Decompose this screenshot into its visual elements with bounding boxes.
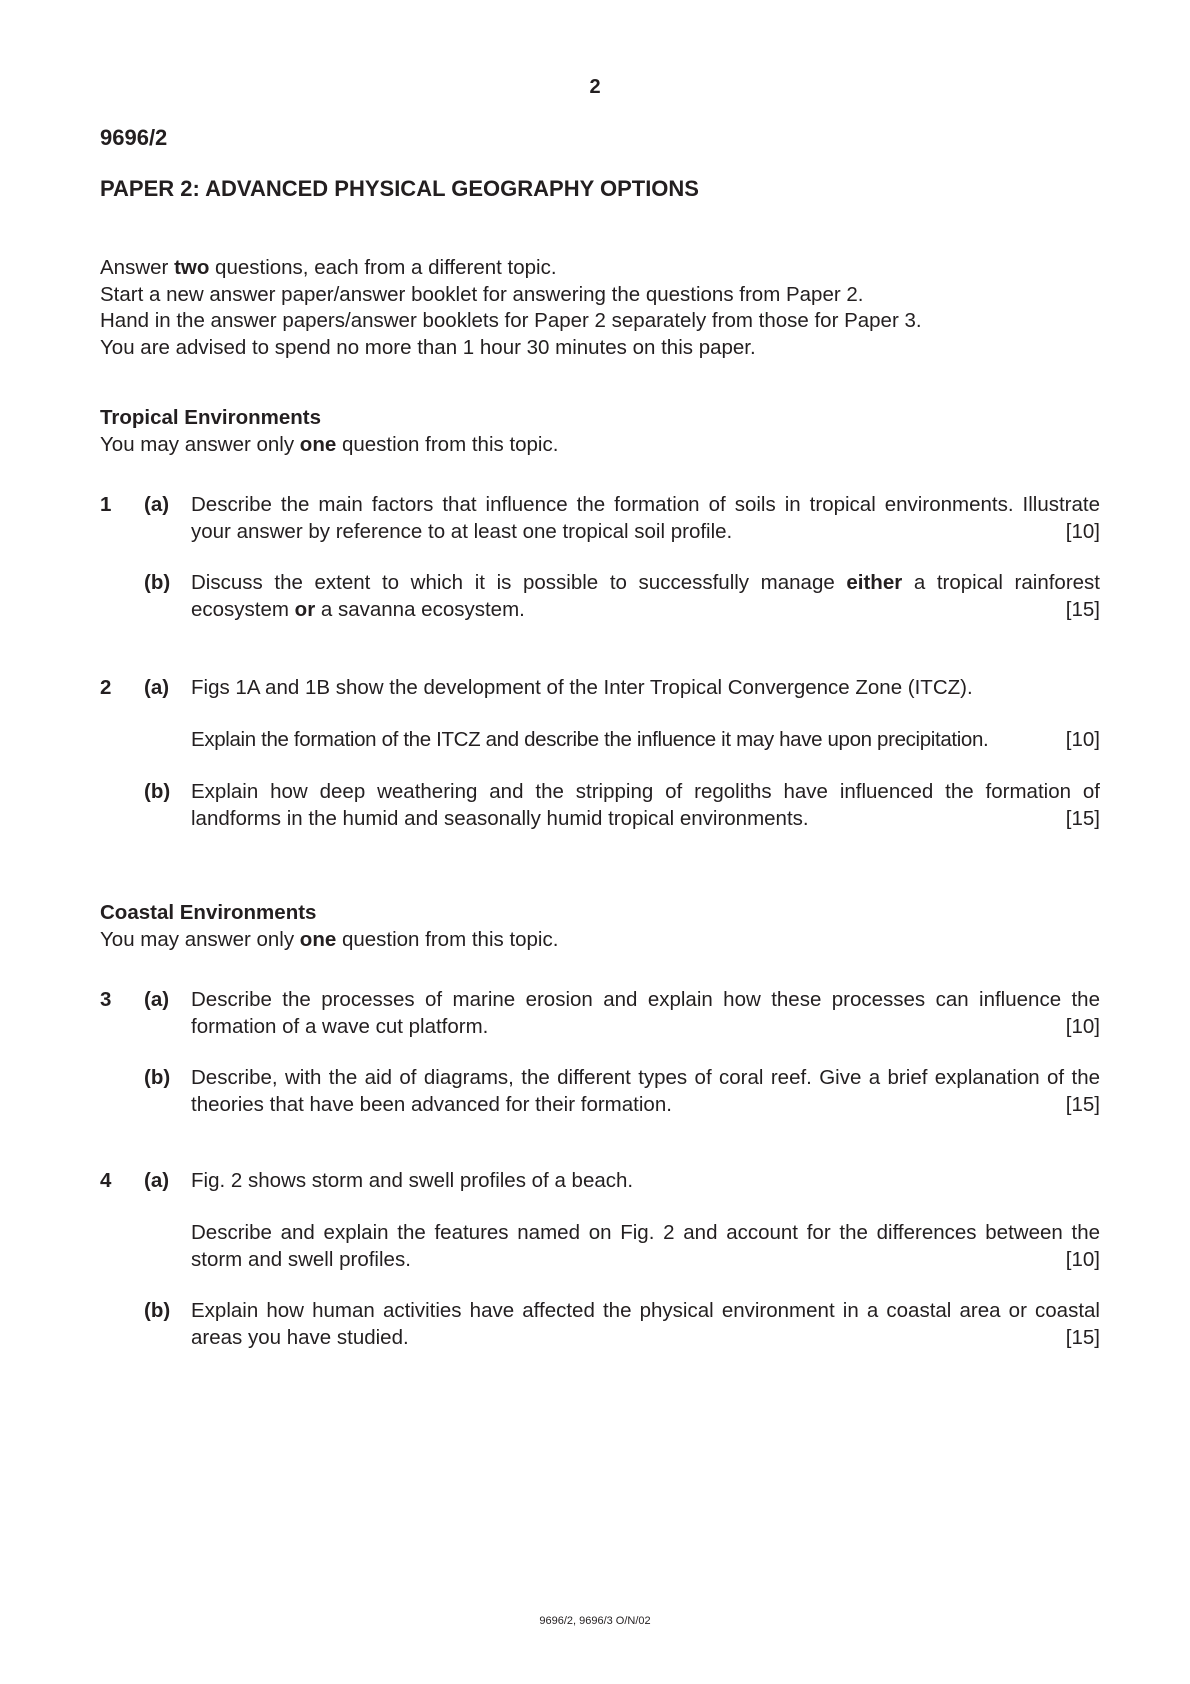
question-3b: [100, 1065, 1100, 1125]
part-label: (a): [144, 676, 170, 699]
question-body: Describe the main factors that influence the formation of soils in tropical environments. Illustrate your answer by reference to at least one tropical soil profile.: [191, 493, 1100, 543]
question-text: [191, 570, 1100, 623]
question-bold: or: [294, 597, 316, 621]
question-4a: [100, 1168, 1100, 1278]
section-title: Coastal Environments: [100, 901, 317, 924]
section-coastal: [100, 900, 1100, 953]
question-text: Figs 1A and 1B show the development of the Inter Tropical Convergence Zone (ITCZ).: [191, 676, 973, 699]
instruction-bold: two: [174, 256, 210, 279]
part-label: (b): [144, 780, 171, 803]
marks: [10]: [1065, 728, 1100, 751]
question-body: a savanna ecosystem.: [315, 597, 525, 621]
marks: [15]: [1065, 597, 1100, 621]
paper-code: 9696/2: [100, 125, 168, 150]
question-text: [191, 492, 1100, 545]
part-label: (a): [144, 1169, 170, 1192]
part-label: (b): [144, 1299, 171, 1322]
question-text: Explain the formation of the ITCZ and describe the influence it may have upon precipitation.: [191, 728, 989, 751]
question-text: Explain how human activities have affected the physical environment in a coastal area or coastal areas you have studied.: [191, 1299, 1100, 1349]
part-label: (a): [144, 988, 170, 1011]
note-bold: one: [299, 432, 337, 456]
note-text: You may answer only: [100, 927, 300, 951]
question-bold: either: [846, 571, 903, 594]
marks: [10]: [1065, 1014, 1100, 1038]
note-text: question from this topic.: [336, 927, 559, 951]
question-2a: [100, 675, 1100, 755]
question-3a: [100, 987, 1100, 1047]
footer-code: 9696/2, 9696/3 O/N/02: [539, 1615, 651, 1627]
instruction-line-4: You are advised to spend no more than 1 hour 30 minutes on this paper.: [100, 335, 756, 359]
question-4b: [100, 1298, 1100, 1358]
question-1a: [100, 492, 1100, 552]
marks: [10]: [1065, 519, 1100, 543]
question-text: Describe, with the aid of diagrams, the different types of coral reef. Give a brief explanation of the theories that have been advanced for their formation.: [191, 1066, 1100, 1116]
part-label: (b): [144, 1066, 171, 1089]
question-number: 1: [100, 493, 112, 516]
marks: [15]: [1065, 1092, 1100, 1116]
question-text: Explain how deep weathering and the stripping of regoliths have influenced the formation of landforms in the humid and seasonally humid tropical environments.: [191, 780, 1100, 830]
note-bold: one: [299, 927, 337, 951]
section-note: [100, 432, 1100, 459]
page-number: 2: [589, 76, 601, 98]
question-text: Describe and explain the features named on Fig. 2 and account for the differences between the storm and swell profiles.: [191, 1221, 1100, 1271]
instruction-line-2: Start a new answer paper/answer booklet for answering the questions from Paper 2.: [100, 282, 864, 306]
question-text: Fig. 2 shows storm and swell profiles of a beach.: [191, 1169, 634, 1192]
note-text: question from this topic.: [336, 432, 559, 456]
question-2b: [100, 779, 1100, 839]
note-text: You may answer only: [100, 432, 300, 456]
question-number: 2: [100, 676, 112, 699]
instruction-text: questions, each from a different topic.: [209, 256, 557, 279]
question-number: 3: [100, 988, 112, 1011]
instructions: [100, 255, 1100, 361]
part-label: (b): [144, 571, 171, 594]
section-title: Tropical Environments: [100, 406, 321, 429]
question-body: Discuss the extent to which it is possible to successfully manage: [191, 571, 847, 594]
question-number: 4: [100, 1169, 112, 1192]
question-body: a tropical rainforest ecosystem: [191, 571, 1100, 621]
section-tropical: [100, 405, 1100, 458]
marks: [15]: [1065, 806, 1100, 830]
instruction-line-3: Hand in the answer papers/answer booklets for Paper 2 separately from those for Paper 3.: [100, 309, 922, 332]
part-label: (a): [144, 493, 170, 516]
question-text: Describe the processes of marine erosion and explain how these processes can influence the formation of a wave cut platform.: [191, 988, 1100, 1038]
question-1b: [100, 570, 1100, 630]
instruction-line-1: [100, 255, 1100, 282]
marks: [10]: [1065, 1247, 1100, 1271]
paper-title: PAPER 2: ADVANCED PHYSICAL GEOGRAPHY OPTIONS: [100, 176, 699, 201]
marks: [15]: [1065, 1325, 1100, 1349]
instruction-text: Answer: [100, 256, 175, 279]
section-note: [100, 927, 1100, 954]
